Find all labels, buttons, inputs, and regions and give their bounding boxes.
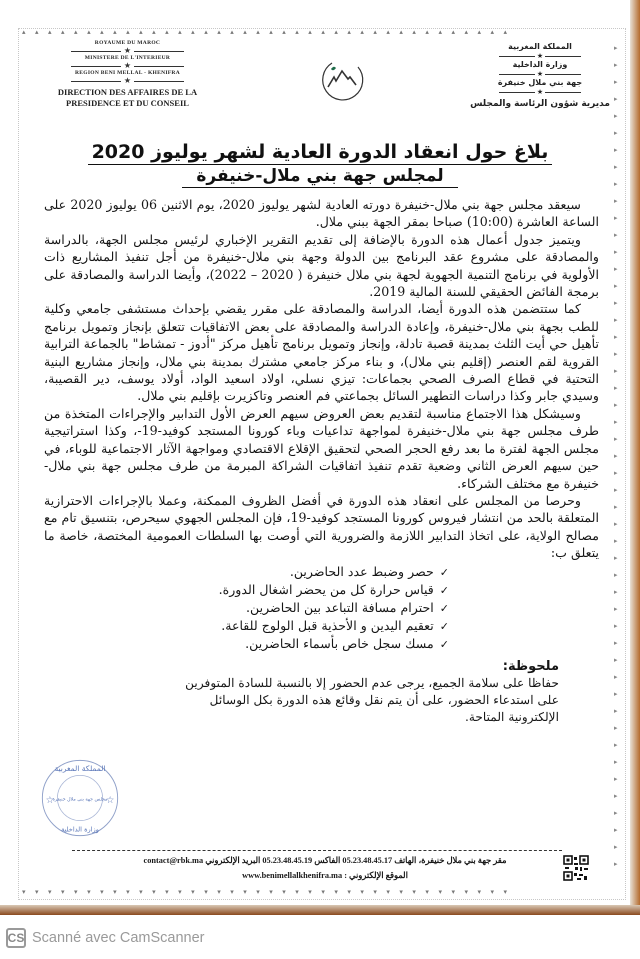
paper-edge-bottom bbox=[0, 905, 640, 915]
note-body: حفاظا على سلامة الجميع، يرجى عدم الحضور إلا بالنسبة للسادة المتوفرين على استدعاء الحضور، على أن يتم نقل وقائع هذه الدورة بكل الوسائل الإلكترونية المتاحة. bbox=[185, 675, 559, 724]
checklist-item-text: قياس حرارة كل من يحضر اشغال الدورة. bbox=[218, 581, 434, 597]
decorative-border-bottom: ▾▾▾▾▾▾▾▾▾▾▾▾▾▾▾▾▾▾▾▾▾▾▾▾▾▾▾▾▾▾▾▾▾▾▾▾▾▾ bbox=[22, 888, 517, 896]
paragraph: ويتميز جدول أعمال هذه الدورة بالإضافة إلى تقديم التقرير الإخباري لرئيس مجلس الجهة، بالدراسة والمصادقة على مشروع عقد البرنامج بين الدولة وجهة بني ملال-خنيفرة من أجل تنفيذ المشاريع ذات الأولوية في برنامج التنمية الجهوية لجهة بني ملال خنيفرة ( 2020 – 2022)، وأيضا الدراسة والمصادقة على برمجة الفائض الحقيقي للسنة المالية 2019. bbox=[44, 231, 599, 300]
stamp-outer-text: المملكة المغربية bbox=[54, 764, 106, 774]
star-separator: ★ bbox=[470, 70, 610, 78]
footer-address: مقر جهة بني ملال خنيفرة، الهاتف bbox=[394, 856, 507, 865]
star-icon: ☆ bbox=[45, 795, 55, 807]
checklist-item bbox=[44, 617, 449, 635]
checklist-item bbox=[44, 599, 449, 617]
star-icon: ☆ bbox=[105, 795, 115, 807]
checklist-item-text: تعقيم اليدين و الأحذية قبل الولوج للقاعة. bbox=[221, 618, 434, 634]
footer-email[interactable]: contact@rbk.ma bbox=[143, 856, 204, 865]
paragraph: سيعقد مجلس جهة بني ملال-خنيفرة دورته العادية لشهر يوليوز 2020، يوم الاثنين 06 يوليوز 2020 على الساعة العاشرة (10:00) صباحا بمقر الجهة ببني ملال. bbox=[44, 197, 599, 230]
checkmark-icon: ✓ bbox=[439, 565, 449, 579]
letterhead-line: وزارة الداخلية bbox=[512, 60, 568, 69]
document-body bbox=[44, 196, 599, 726]
footer-fax-label: الفاكس bbox=[314, 856, 341, 865]
checkmark-icon: ✓ bbox=[439, 620, 449, 634]
official-stamp bbox=[40, 758, 120, 838]
letterhead-line: ROYAUME DU MAROC bbox=[94, 40, 161, 46]
checklist-item bbox=[44, 563, 449, 581]
star-separator: ★ bbox=[45, 77, 210, 85]
star-separator: ★ bbox=[470, 88, 610, 96]
footer-website-label: الموقع الإلكتروني bbox=[349, 871, 408, 880]
checkmark-icon: ✓ bbox=[439, 601, 449, 615]
paragraph: وحرصا من المجلس على انعقاد هذه الدورة في أفضل الظروف الممكنة، وعملا بالإجراءات الاحترازية المتعلقة بالحد من انتشار فيروس كورونا المستجد كوفيد-19، فإن المجلس الجهوي سيحرص، بتنسيق تام مع مصالح الولاية، على اتخاذ التدابير اللازمة والضرورية التي أوصت بها السلطات العمومية المختصة، خاصة ما يتعلق ب: bbox=[44, 492, 599, 561]
note-title: ملحوظة: bbox=[502, 658, 559, 674]
footer-phone: 05.23.48.45.17 bbox=[342, 856, 393, 865]
letterhead-direction: مديرية شؤون الرئاسة والمجلس bbox=[470, 99, 610, 109]
camscanner-logo-icon: CS bbox=[6, 928, 26, 948]
decorative-border-right: ▸ ▸ ▸ ▸ ▸ ▸ ▸ ▸ ▸ ▸ ▸ ▸ ▸ ▸ ▸ ▸ ▸ ▸ ▸ ▸ ▸ ▸ ▸ ▸ ▸ ▸ ▸ ▸ ▸ ▸ ▸ ▸ ▸ ▸ ▸ ▸ ▸ ▸ ▸ ▸ ▸ ▸ ▸ ▸ ▸ ▸ ▸ ▸ ▸ bbox=[614, 44, 618, 868]
checklist-item-text: حصر وضبط عدد الحاضرين. bbox=[289, 563, 434, 579]
letterhead-line: جهة بني ملال خنيفرة bbox=[497, 78, 583, 87]
footer-website-line: الموقع الإلكتروني : www.benimellalkhenifra.ma bbox=[242, 871, 408, 880]
checklist-item bbox=[44, 635, 449, 653]
document-title bbox=[60, 140, 580, 188]
letterhead-line: المملكة المغربية bbox=[508, 42, 572, 51]
checkmark-icon: ✓ bbox=[439, 638, 449, 652]
note-section bbox=[44, 658, 599, 726]
checklist-item-text: احترام مسافة التباعد بين الحاضرين. bbox=[246, 599, 434, 615]
letterhead-arabic bbox=[470, 42, 610, 111]
footer-email-label: البريد الإلكتروني bbox=[205, 856, 261, 865]
paragraph: وسيشكل هذا الاجتماع مناسبة لتقديم بعض العروض سيهم العرض الأول التدابير والإجراءات المتخذة من طرف مجلس جهة بني ملال-خنيفرة لمواجهة تداعيات وباء كورونا المستجد كوفيد-19-، وكذا استراتيجية مجلس الجهة لفترة ما بعد رفع الحجر الصحي لتحقيق الإقلاع الاقتصادي ومواجهة الآثار الاجتماعية للوباء، في حين سيهم العرض الثاني وضعية تقدم تنفيذ اتفاقيات الشراكة المبرمة من طرف مجلس جهة بني ملال-خنيفرة مع مختلف الشركاء. bbox=[44, 405, 599, 491]
footer-fax: 05.23.48.45.19 bbox=[262, 856, 313, 865]
title-line-2: لمجلس جهة بني ملال-خنيفرة bbox=[182, 165, 457, 188]
qr-code-icon bbox=[563, 855, 589, 881]
camscanner-watermark bbox=[6, 926, 205, 950]
checkmark-icon: ✓ bbox=[439, 583, 449, 597]
letterhead-french bbox=[45, 40, 210, 109]
letterhead-line: MINISTERE DE L'INTERIEUR bbox=[84, 55, 171, 61]
star-separator: ★ bbox=[45, 47, 210, 55]
checklist-item-text: مسك سجل خاص بأسماء الحاضرين. bbox=[245, 636, 434, 652]
letterhead-line: REGION BENI MELLAL - KHENIFRA bbox=[75, 70, 180, 76]
letterhead-direction: DIRECTION DES AFFAIRES DE LA PRESIDENCE ET DU CONSEIL bbox=[57, 87, 198, 108]
star-separator: ★ bbox=[45, 62, 210, 70]
mountain-circle-logo-icon bbox=[318, 55, 366, 103]
checklist-item bbox=[44, 581, 449, 599]
footer-website[interactable]: www.benimellalkhenifra.ma bbox=[242, 871, 343, 880]
stamp-bottom-text: وزارة الداخلية bbox=[61, 825, 99, 834]
title-line-1: بلاغ حول انعقاد الدورة العادية لشهر يوليوز 2020 bbox=[88, 140, 553, 165]
star-separator: ★ bbox=[470, 52, 610, 60]
footer-divider bbox=[72, 850, 562, 851]
stamp-inner-text: مجلس جهة بني ملال خنيفرة bbox=[52, 797, 108, 803]
paper-edge-right bbox=[630, 0, 640, 915]
paragraph: كما ستتضمن هذه الدورة أيضا، الدراسة والمصادقة على مقرر يقضي بإحداث مستشفى جامعي وكلية للطب بجهة بني ملال-خنيفرة، وإعادة الدراسة والمصادقة على بعض الاتفاقيات تتعلق بإنجاز وتمويل برنامج تأهيل حي أيت الثلث بمدينة قصبة تادلة، وإنجاز وتمويل برنامج تأهيل مركز "أدوز - تمشاط" بالجماعة الترابية القروية لقم العنصر (إقليم بني ملال)، و بناء مركز جامعي مشترك بمدينة بني ملال، وإنجاز مشاريع البنية التحتية في قطاع الصرف الصحي بجماعات: تيزي نسلي، اولاد اسعيد الواد، أولاد يوسف، دير القصيبة، وسيدي جابر وكذا دراسات التطهير السائل بجماعتي فم العنصر وتاكزيرت بإقليم بني ملال. bbox=[44, 301, 599, 404]
measures-checklist bbox=[44, 563, 599, 654]
decorative-border-top: ▴▴▴▴▴▴▴▴▴▴▴▴▴▴▴▴▴▴▴▴▴▴▴▴▴▴▴▴▴▴▴▴▴▴▴▴▴▴ bbox=[22, 28, 517, 36]
camscanner-label: Scanné avec CamScanner bbox=[32, 930, 205, 946]
letter-footer bbox=[100, 853, 550, 883]
footer-contact-line bbox=[100, 853, 550, 868]
